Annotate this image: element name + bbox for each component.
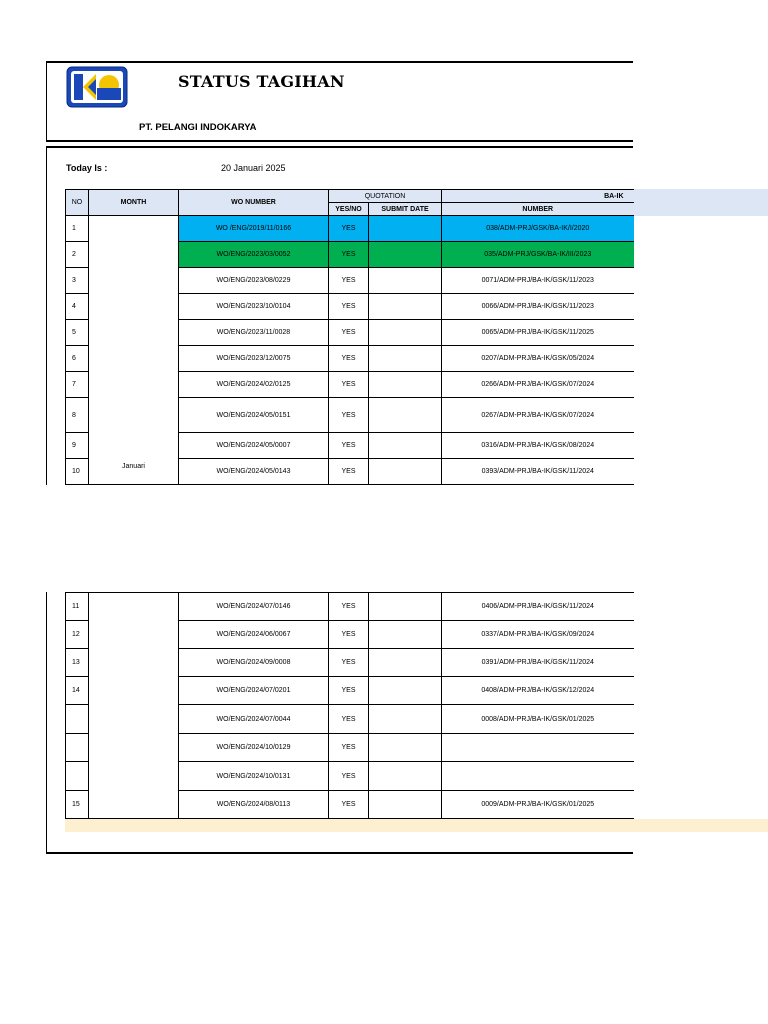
row-ba-ik-number: 0406/ADM-PRJ/BA-IK/GSK/11/2024 — [442, 593, 634, 621]
left-border-line-mid — [46, 146, 47, 485]
row-submit-date — [369, 268, 442, 294]
row-ba-ik-number: 0071/ADM-PRJ/BA-IK/GSK/11/2023 — [442, 268, 634, 294]
left-border-line-top — [46, 61, 47, 141]
row-submit-date — [369, 242, 442, 268]
company-name: PT. PELANGI INDOKARYA — [139, 122, 257, 133]
row-ba-ik-number: 038/ADM-PRJ/GSK/BA-IK/I/2020 — [442, 216, 634, 242]
row-no: 15 — [66, 791, 89, 819]
month-cell — [89, 593, 179, 819]
row-ba-ik-number — [442, 762, 634, 791]
row-ba-ik-number: 0008/ADM-PRJ/BA-IK/GSK/01/2025 — [442, 705, 634, 734]
row-no: 7 — [66, 372, 89, 398]
row-wo-number: WO/ENG/2024/10/0131 — [179, 762, 329, 791]
row-wo-number: WO/ENG/2024/07/0201 — [179, 677, 329, 705]
row-quotation-yes-no: YES — [329, 649, 369, 677]
row-wo-number: WO/ENG/2023/12/0075 — [179, 346, 329, 372]
row-ba-ik-number: 035/ADM-PRJ/GSK/BA-IK/III/2023 — [442, 242, 634, 268]
row-quotation-yes-no: YES — [329, 593, 369, 621]
footer-total-bar — [65, 819, 768, 832]
row-no: 1 — [66, 216, 89, 242]
row-ba-ik-number: 0065/ADM-PRJ/BA-IK/GSK/11/2025 — [442, 320, 634, 346]
row-submit-date — [369, 734, 442, 762]
row-wo-number: WO/ENG/2024/05/0007 — [179, 433, 329, 459]
row-no — [66, 734, 89, 762]
top-border-line — [46, 61, 633, 63]
row-ba-ik-number: 0207/ADM-PRJ/BA-IK/GSK/05/2024 — [442, 346, 634, 372]
table-row — [66, 216, 634, 242]
row-no: 5 — [66, 320, 89, 346]
row-submit-date — [369, 346, 442, 372]
row-wo-number: WO/ENG/2023/03/0052 — [179, 242, 329, 268]
header-divider-line — [46, 140, 633, 142]
table-row — [66, 593, 634, 621]
row-submit-date — [369, 593, 442, 621]
row-ba-ik-number: 0266/ADM-PRJ/BA-IK/GSK/07/2024 — [442, 372, 634, 398]
row-ba-ik-number: 0408/ADM-PRJ/BA-IK/GSK/12/2024 — [442, 677, 634, 705]
row-quotation-yes-no: YES — [329, 677, 369, 705]
row-quotation-yes-no: YES — [329, 705, 369, 734]
row-quotation-yes-no: YES — [329, 268, 369, 294]
row-ba-ik-number: 0337/ADM-PRJ/BA-IK/GSK/09/2024 — [442, 621, 634, 649]
row-no: 10 — [66, 459, 89, 485]
row-ba-ik-number: 0267/ADM-PRJ/BA-IK/GSK/07/2024 — [442, 398, 634, 433]
page-title: STATUS TAGIHAN — [178, 72, 345, 91]
row-wo-number: WO /ENG/2019/11/0166 — [179, 216, 329, 242]
row-submit-date — [369, 459, 442, 485]
row-submit-date — [369, 621, 442, 649]
row-quotation-yes-no: YES — [329, 762, 369, 791]
col-header-wo-number: WO NUMBER — [179, 190, 329, 216]
row-quotation-yes-no: YES — [329, 459, 369, 485]
row-wo-number: WO/ENG/2024/02/0125 — [179, 372, 329, 398]
row-submit-date — [369, 372, 442, 398]
row-submit-date — [369, 649, 442, 677]
col-header-month: MONTH — [89, 190, 179, 216]
row-quotation-yes-no: YES — [329, 294, 369, 320]
row-wo-number: WO/ENG/2024/07/0146 — [179, 593, 329, 621]
row-wo-number: WO/ENG/2024/05/0151 — [179, 398, 329, 433]
row-ba-ik-number: 0316/ADM-PRJ/BA-IK/GSK/08/2024 — [442, 433, 634, 459]
row-submit-date — [369, 216, 442, 242]
status-table-top — [65, 189, 634, 485]
row-wo-number: WO/ENG/2024/08/0113 — [179, 791, 329, 819]
col-header-number: NUMBER — [442, 203, 634, 216]
left-border-line-bottom — [46, 592, 47, 854]
row-ba-ik-number: 0009/ADM-PRJ/BA-IK/GSK/01/2025 — [442, 791, 634, 819]
row-submit-date — [369, 677, 442, 705]
today-value: 20 Januari 2025 — [221, 163, 286, 173]
row-quotation-yes-no: YES — [329, 242, 369, 268]
row-submit-date — [369, 791, 442, 819]
row-submit-date — [369, 433, 442, 459]
row-ba-ik-number: 0393/ADM-PRJ/BA-IK/GSK/11/2024 — [442, 459, 634, 485]
row-submit-date — [369, 294, 442, 320]
row-no — [66, 762, 89, 791]
row-no: 9 — [66, 433, 89, 459]
section-divider-line — [46, 146, 633, 148]
row-ba-ik-number: 0066/ADM-PRJ/BA-IK/GSK/11/2023 — [442, 294, 634, 320]
row-quotation-yes-no: YES — [329, 433, 369, 459]
row-no: 11 — [66, 593, 89, 621]
row-no: 14 — [66, 677, 89, 705]
row-ba-ik-number: 0391/ADM-PRJ/BA-IK/GSK/11/2024 — [442, 649, 634, 677]
row-wo-number: WO/ENG/2024/10/0129 — [179, 734, 329, 762]
row-no: 3 — [66, 268, 89, 294]
row-no: 4 — [66, 294, 89, 320]
row-no: 13 — [66, 649, 89, 677]
row-wo-number: WO/ENG/2024/06/0067 — [179, 621, 329, 649]
row-submit-date — [369, 398, 442, 433]
row-wo-number: WO/ENG/2024/07/0044 — [179, 705, 329, 734]
row-no: 6 — [66, 346, 89, 372]
row-ba-ik-number — [442, 734, 634, 762]
row-submit-date — [369, 320, 442, 346]
row-quotation-yes-no: YES — [329, 320, 369, 346]
bottom-border-line — [46, 852, 633, 854]
col-header-yes-no: YES/NO — [329, 203, 369, 216]
row-quotation-yes-no: YES — [329, 791, 369, 819]
row-no: 8 — [66, 398, 89, 433]
row-quotation-yes-no: YES — [329, 346, 369, 372]
row-no: 12 — [66, 621, 89, 649]
col-header-quotation: QUOTATION — [329, 190, 442, 203]
row-quotation-yes-no: YES — [329, 216, 369, 242]
col-header-ba-ik: BA-IK — [442, 190, 634, 203]
row-submit-date — [369, 762, 442, 791]
row-wo-number: WO/ENG/2023/10/0104 — [179, 294, 329, 320]
row-no: 2 — [66, 242, 89, 268]
row-wo-number: WO/ENG/2023/11/0028 — [179, 320, 329, 346]
row-quotation-yes-no: YES — [329, 398, 369, 433]
row-wo-number: WO/ENG/2024/05/0143 — [179, 459, 329, 485]
row-quotation-yes-no: YES — [329, 734, 369, 762]
row-no — [66, 705, 89, 734]
kp-logo-icon — [66, 66, 128, 108]
row-quotation-yes-no: YES — [329, 372, 369, 398]
row-submit-date — [369, 705, 442, 734]
month-cell: Januari — [89, 216, 179, 485]
row-wo-number: WO/ENG/2024/09/0008 — [179, 649, 329, 677]
header-extension-fill — [632, 189, 768, 216]
today-label: Today Is : — [66, 163, 108, 173]
row-quotation-yes-no: YES — [329, 621, 369, 649]
status-table-bottom — [65, 592, 634, 819]
col-header-no: NO — [66, 190, 89, 216]
row-wo-number: WO/ENG/2023/08/0229 — [179, 268, 329, 294]
col-header-submit-date: SUBMIT DATE — [369, 203, 442, 216]
